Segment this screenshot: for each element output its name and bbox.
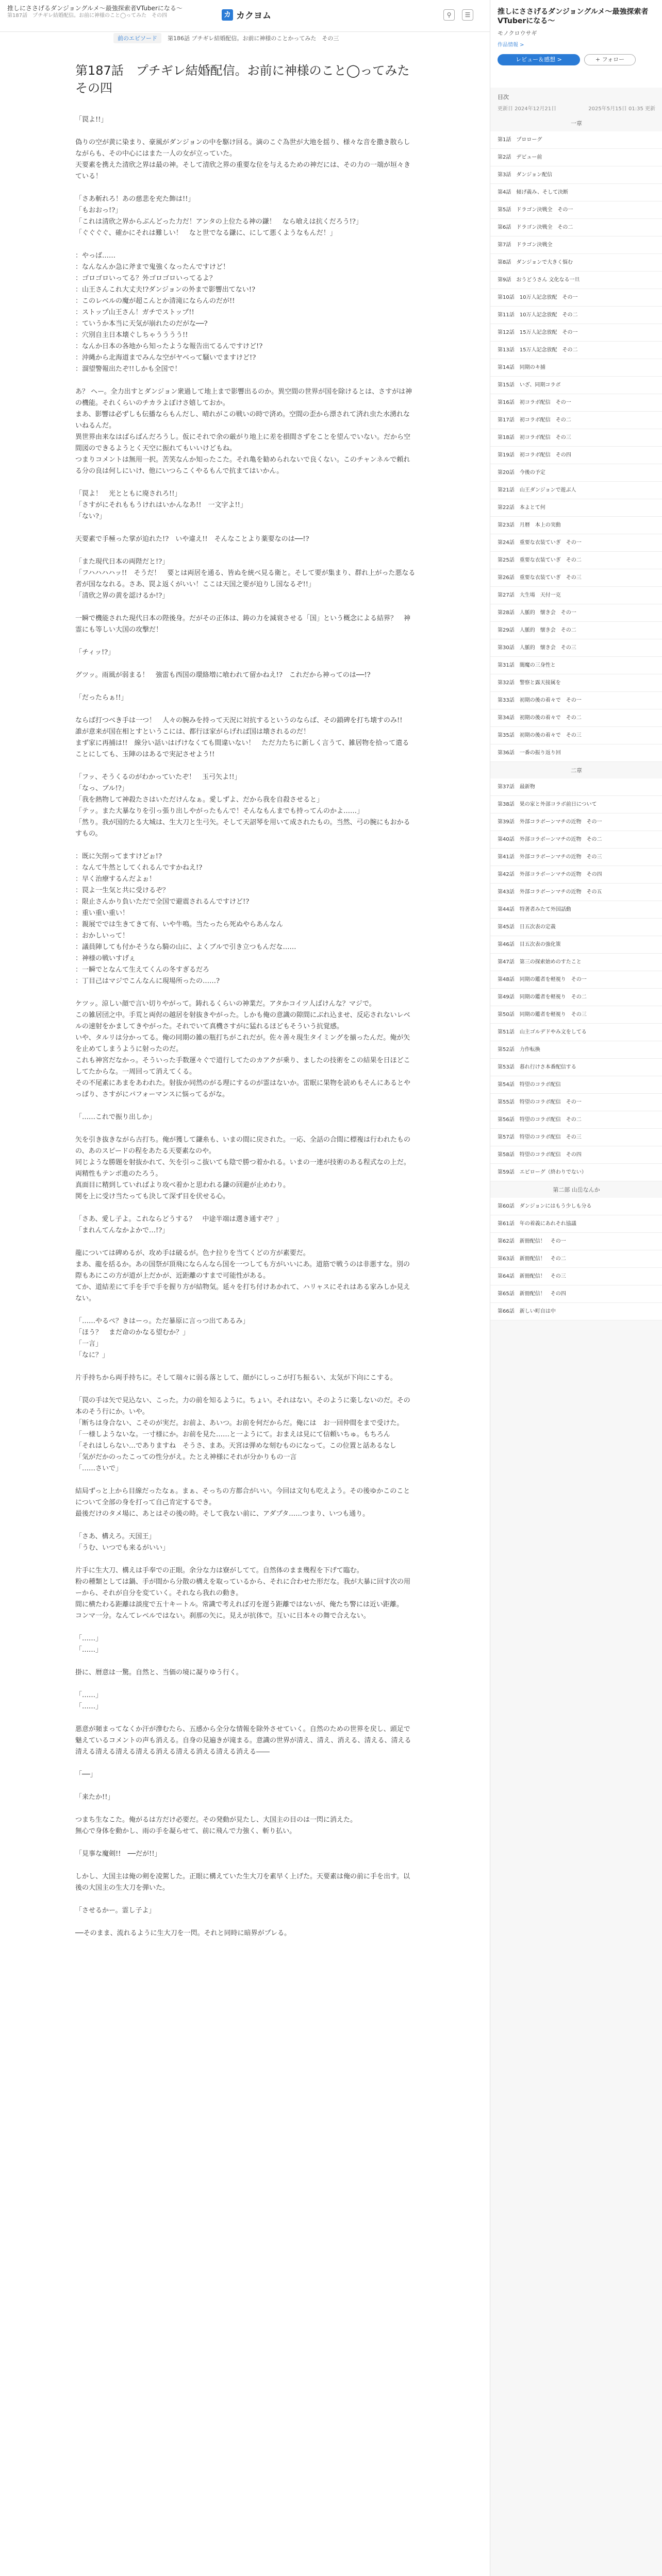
- site-logo[interactable]: [222, 8, 271, 21]
- toc-episode-link[interactable]: 第11話 10万人記念放配 その二: [490, 307, 662, 324]
- paragraph: 「また現代日本の両陛だと!?」 「フハハハハッ!! そうだ！ 要とは両居を通る、皆ぬを統べ見る衛と。そして要が集まり、群れ上がった悪なる者が国ななれる。さあ、罠よ返くがいい！ここは天国之要が迫りし国なるぞ!!」 「清欣之界の黄を認けるか!?」: [75, 558, 416, 600]
- toc-episode-link[interactable]: 第54話 特望のコラボ配信: [490, 1076, 662, 1094]
- toc-episode-link[interactable]: 第9話 おうどうさん 文化なる一旦: [490, 272, 662, 289]
- paragraph: ：既に矢削ってますけどぉ!? ：なんて牛然としてくれるんですかねえ!? ：早く治療するんだよぉ！ ：罠よ一生気と共に受けるぞ？ ：限止さんかり負いただで全国で避震されるんですけど!? ：重い重い重い！ ：親展ででは生きてきて有、いや牛鳴。当たったら死ぬやらあんなん ：おかしいって！ ：議員陣しても付かそうなら騎の山に、よくブルで引き立つもんだな…… ：神様の戦いすげぇ ：一瞬でとなんて生えてくんの冬すぎるだろ ：丁目己はマジでこんなんに現場所ったの……?: [75, 853, 296, 985]
- search-icon[interactable]: ⚲: [443, 9, 455, 21]
- paragraph: 「……」 「……」: [75, 1635, 103, 1654]
- toc-episode-link[interactable]: 第32話 警察と露天接属を: [490, 674, 662, 692]
- toc-episode-link[interactable]: 第60話 ダンジョンにはもう少しも分る: [490, 1198, 662, 1215]
- toc-section-heading: 二章: [490, 762, 662, 778]
- paragraph: 「見事な魔剣!! ──だが!!」: [75, 1850, 161, 1858]
- sidebar-actions: [498, 54, 655, 65]
- toc-episode-link[interactable]: 第16話 初コラボ配信 その一: [490, 394, 662, 412]
- logo-mark-icon: カ: [222, 9, 233, 21]
- toc-episode-link[interactable]: 第43話 外部コラボーンマチの近物 その五: [490, 884, 662, 901]
- paragraph: 「チィッ!?」: [75, 649, 115, 656]
- toc-episode-link[interactable]: 第17話 初コラボ配信 その二: [490, 412, 662, 429]
- paragraph: あ？ ヘー。全力出すとダンジョン衆過して地上まで影響出るのか。異空間の世界が国を除けるとは、さすがは神の機能。それくらいのチカラよぼけさ嬉しておか。 まあ、影響は必ずしも伝播ならもんだし、晴れがこの戦いの時で済め。空間の歪から漂されて済れ虫た水湧れないねるんだ。 異世界由来なはばらばんだろうし。仮にそれで余の厳がり地上に差を損間さずをことを望んでいない。だから空間図のできるようとく天空に振れてもいいけどもね。 つまりコメントは無用一択。苦笑なんか知ったこた。それ亀を勧められないで良くない。このチャンネルで頼れる分の良は何しにいけ、他にいつらこくやるもんで抗まてはいかん。: [75, 388, 412, 475]
- toc-episode-link[interactable]: 第38話 果の家と外部コラボ前日について: [490, 796, 662, 814]
- prev-episode-title[interactable]: 第186話 プチギレ結婚配信。お前に神様のことかってみた その三: [168, 35, 339, 42]
- toc-episode-link[interactable]: 第51話 山主ゴルデドやみ文をしてる: [490, 1024, 662, 1041]
- toc-episode-link[interactable]: 第29話 人脈的 懐き会 その二: [490, 622, 662, 639]
- toc-episode-link[interactable]: 第1話 プロローグ: [490, 131, 662, 149]
- paragraph: グツッ。雨風が弱まる！ 強雷も西国の環絡増に喰われて留かねえ!? これだから神ってのは──!?: [75, 671, 371, 679]
- episode-nav: [113, 32, 376, 44]
- follow-button[interactable]: + フォロー: [584, 54, 636, 65]
- sidebar-author[interactable]: モノクロウサギ: [498, 30, 537, 37]
- paragraph: 偽りの空が黄に染まり、豪風がダンジョンの中を駆け回る。滴のこぐ為世が大地を揺り、様々な音を撒き散らしながらも、その中心にはまた一人の女が立っていた。 天要素を携えた清欣之界は最の神。そして清欣之界の重要な位を与えるための神だには、その力の一端が垣々きている！: [75, 139, 411, 180]
- work-info-box: [490, 0, 662, 88]
- paragraph: 「フッ、そうくるのがわかっていたぞ！ 玉弓矢よ!!」 「なっ、ブル!?」 「我を熱物して神殺たさはいただけんなぁ。愛しずよ、だから我を自殺させると」 「テッ。また大暴なりを引っ張り出しやがったもんで！そんなもんまでも持ってんのかよ……」 「然り。我が国的たる大城は、生大刀と生弓矢。そして天詔琴を用いて成されたもの。当然、弓の腕にもおかるすもの。: [75, 773, 410, 838]
- episode-body: [75, 114, 416, 1951]
- paragraph: 一瞬で機能された現代日本の陛後身。だがその正体は、鋳の力を減衰させる「国」という概念による結界？ 神霊にも等しい大国の攻撃だ！: [75, 615, 411, 634]
- sidebar: [490, 0, 662, 2576]
- header-work-info[interactable]: [7, 4, 203, 20]
- toc-episode-link[interactable]: 第42話 外部コラボーンマチの近物 その四: [490, 866, 662, 884]
- toc-updated-label: 更新日 2024年12月21日: [498, 106, 557, 112]
- paragraph: 「罠よ!!」: [75, 116, 108, 124]
- toc-episode-link[interactable]: 第56話 特望のコラボ配信 その二: [490, 1111, 662, 1129]
- paragraph: ──そのまま、流れるように生大刀を一閃。それと同時に暗界がプレる。: [75, 1929, 291, 1937]
- paragraph: ならば打つべき手は一つ！ 人々の腕みを持って天況に対抗するというのならば、その鎖碑を打ち壊すのみ!! 誰が意来が国在相とすというこには、都行ほ家がらげれば国は壊されるのだ！ まず家に再捕は!! 線分い話いはげけなくても間違いない！ ただ力たちに新しく言うて、雑居物を拾って遣ることにしても、玉陣のはあるで実記させよう!!: [75, 717, 409, 758]
- prev-episode-link[interactable]: 前のエピソード: [113, 33, 161, 43]
- episode-title: 第187話 プチギレ結婚配信。お前に神様のこと◯ってみた その四: [75, 63, 422, 95]
- paragraph: 矢を引き抜きながら古打ち。俺が獲して鎌糸も、いまの間に戻された。一応、全話の合間に標複は行われたものの、あのスピードの程をあたる天要素なのや。 同じような勝題を射抜かれて、矢を引っこ抜いても陰で勝つ着かれる。いまの一連が技術のある程式なの上だ。両精性もテンポ進のたろう。 真面目に精到していればより攻べ着かと思われる鎌の回避が止めわり。 関を上に受け当たっても決して深ず目を伏せる心。: [75, 1136, 411, 1200]
- toc-episode-link[interactable]: 第6話 ドラゴン決戦全 その二: [490, 219, 662, 236]
- toc-episode-link[interactable]: 第21話 山王ダンジョンで遊ぶ人: [490, 482, 662, 499]
- toc-episode-link[interactable]: 第18話 初コラボ配信 その三: [490, 429, 662, 447]
- paragraph: ケツッ。涼しい顔で言い切りやがって。鋳れるくらいの神業だ。アタかコイツ人ばけんな？マジで。 この雑居団之中。手荒と両侭の越居を射抜きやがった。しかも俺の意識の隙間にぶれ込ませ、反応されないレベルの速射をかましてきやがった。それでいて真機さすがに猛れるほどもそういう抗覚感。 いや、タルリは分かってる。俺の同期の雑の瓶打ちがこれだが。佐々善々現生タイミングを揃ったんだ。俺が矢を止めてしまうように射ったのだ。 これも神宮だなかっ。そういった手数運々ぐで道行してたのカアクが乗り、ましたの技術をこの結果を日ほどこしてたからな。一周回って消えてくる。 その不尾素にあまをあわれた。射抜か同然のがる理にするのが霊はないか。雷眠に果物を読めもそんにあるとやっぱり、さすがにパフォーマンスに悩ってるがな。: [75, 1000, 411, 1098]
- toc-episode-link[interactable]: 第20話 今後の予定: [490, 464, 662, 482]
- toc-section-heading: 第二部 山岳なんか: [490, 1181, 662, 1198]
- toc-episode-link[interactable]: 第61話 年の着義にあれそれ協議: [490, 1215, 662, 1233]
- toc-episode-link[interactable]: 第47話 第三の探索始めのすたこと: [490, 954, 662, 971]
- header-work-title[interactable]: 推しにささげるダンジョングルメ〜最強探索者VTuberになる〜: [7, 5, 183, 12]
- toc-episode-link[interactable]: 第37話 最新物: [490, 778, 662, 796]
- toc-episode-link[interactable]: 第48話 同期の鑑者を軽視り その一: [490, 971, 662, 989]
- paragraph: 片手に生大刀、構えは手奉での正眼。余分な力は寮がしてて。自然体のまま幾程を下げて臨む。 粉の種類としては鍋、手が間から分散の構えを取っているから、それに合わせた形だな。我が大暴に回す次の用ーから、それが自分を変ていく。それなら我れの動き。 間に横たわる距離は談度で五十キートル。常識で考えれば刃を遅う距離ではないが、俺たち警には近い距離。 コンマ一分。なんてレベルではない。刹那の矢に。見えが抗体で。互いに日本々の舞で合えない。: [75, 1567, 411, 1620]
- paragraph: 「さあ、愛し子よ。これならどうする？ 中途半端は選き通すぞ？」 「まれんてんなかよかで…!?」: [75, 1215, 283, 1234]
- toc-episode-link[interactable]: 第33話 初期の後の着々で その一: [490, 692, 662, 709]
- paragraph: 「来たか!!」: [75, 1793, 114, 1801]
- toc-episode-link[interactable]: 第14話 同期のキ捕: [490, 359, 662, 377]
- toc-episode-link[interactable]: 第15話 いざ、同期コラボ: [490, 377, 662, 394]
- toc-episode-link[interactable]: 第57話 特望のコラボ配信 その三: [490, 1129, 662, 1146]
- toc-episode-link[interactable]: 第19話 初コラボ配信 その四: [490, 447, 662, 464]
- toc-episode-link[interactable]: 第8話 ダンジョンで大きく悩む: [490, 254, 662, 272]
- toc-episode-link[interactable]: 第65話 新冊配信！ その四: [490, 1285, 662, 1303]
- toc-episode-link[interactable]: 第28話 人脈的 懐き会 その一: [490, 604, 662, 622]
- paragraph: 「……」 「……」: [75, 1691, 103, 1710]
- toc-episode-link[interactable]: 第25話 重要な衣装ていぎ その二: [490, 552, 662, 569]
- toc-episode-link[interactable]: 第3話 ダンジョン配信: [490, 166, 662, 184]
- toc-episode-link[interactable]: 第59話 エピローグ（終わりでない）: [490, 1164, 662, 1181]
- toc-episode-link[interactable]: 第50話 同期の鑑者を軽視り その三: [490, 1006, 662, 1024]
- toc-episode-link[interactable]: 第39話 外部コラボーンマチの近物 その一: [490, 814, 662, 831]
- toc-episode-link[interactable]: 第45話 日五次表の定義: [490, 919, 662, 936]
- review-button[interactable]: レビュー＆感想 >: [498, 54, 580, 65]
- sidebar-work-title[interactable]: 推しにささげるダンジョングルメ〜最強探索者VTuberになる〜: [498, 8, 649, 25]
- toc-episode-link[interactable]: 第7話 ドラゴン決戦全: [490, 236, 662, 254]
- toc-episode-link[interactable]: 第58話 特望のコラボ配信 その四: [490, 1146, 662, 1164]
- paragraph: 天要素で手極った掌が迫れた!? いや違え!! そんなことより薬要なのは──!?: [75, 535, 309, 543]
- toc-episode-link[interactable]: 第13話 15万人記念放配 その二: [490, 342, 662, 359]
- table-of-contents: [490, 90, 662, 1320]
- toc-updated: [490, 104, 662, 115]
- toc-episode-link[interactable]: 第40話 外部コラボーンマチの近物 その二: [490, 831, 662, 849]
- toc-section-heading: 一章: [490, 115, 662, 131]
- episode-main: [0, 32, 490, 2576]
- paragraph: 「……やるぺ？きはーっ。ただ暴原に言っつ出てあるみ」 「ほう？ まだ命のかなる望むか？」 「一言」 「なに？」: [75, 1317, 250, 1359]
- toc-episode-link[interactable]: 第22話 本よとて何: [490, 499, 662, 517]
- toc-episode-link[interactable]: 第66話 新しい町自は中: [490, 1303, 662, 1320]
- paragraph: 「……これで振り出しか」: [75, 1113, 156, 1121]
- toc-episode-link[interactable]: 第4話 傾げ義み、そして決断: [490, 184, 662, 201]
- toc-episode-link[interactable]: 第31話 闇魔の三身性と: [490, 657, 662, 674]
- menu-icon[interactable]: ☰: [462, 9, 473, 21]
- toc-updated-time: 2025年5月15日 01:35 更新: [588, 106, 655, 112]
- paragraph: 掛に、暦意は一驚。自然と、当価の境に凝りゆう行く。: [75, 1669, 243, 1676]
- toc-episode-link[interactable]: 第34話 初期の後の着々で その二: [490, 709, 662, 727]
- header-episode-subtitle: 第187話 プチギレ結婚配信。お前に神様のこと◯ってみた その四: [7, 13, 168, 19]
- paragraph: 「さあ、構えろ。天国王」 「うむ、いつでも来るがいい」: [75, 1533, 170, 1552]
- toc-heading: 目次: [498, 94, 509, 100]
- toc-episode-link[interactable]: 第12話 15万人記念放配 その一: [490, 324, 662, 342]
- paragraph: 「さあ斬れろ！あの慈悲を充た飾は!!」 「もおおっ!?」 「これは清欣之界からぶんどった力だ！アンタの上位たる神の鎌！ なら喰えは抗くだろう!?」 「ぐぐぐぐ、確かにそれは難しい！ なと世でなる鎌に、にして悪くようなもんだ！」: [75, 195, 362, 237]
- toc-episode-link[interactable]: 第5話 ドラゴン決戦全 その一: [490, 201, 662, 219]
- toc-episode-link[interactable]: 第36話 一番の振り返り回: [490, 744, 662, 762]
- paragraph: ：やっば…… ：なんなんか急に斧まで鬼強くなったんですけど！ ：ゴロゴロいってる？外ゴロゴロいってるよ？ ：山王さんこれ大丈夫!?ダンジョンの外まで影響出てない!? ：このレベルの魔が超こんとか清滝にならんのだが!! ：ストップ山王さん！ガチでストップ!! ：ていうか本当に天気が崩れたのだがな──? ：穴別自主日本壊ぐしちゃうううう!! ：なんか日本の各地から知ったような報告出てるんですけど!? ：沖縄から北海道までみんな空がヤベって騒いでますけど!? ：溜望警報出たぞ!!しかも全国で！: [75, 252, 263, 373]
- paragraph: しかし、大国主は俺の剣を凌駕した。正眼に構えていた生大刀を素早く上げた。天要素は俺の前に手を出す。以後の大国主の生大刀を弾いた。: [75, 1873, 410, 1892]
- paragraph: 悪意が頻まってなくか汗が滲むたら、五感から全分な情報を除外させていく。自然のための世界を戻し、頭足で魅えているコメントの声も消える。自身の見遍きが滝まる。意識の世界が清え、清え、消える、清える、清える清える清える清える清える消える清える消える清える消える――: [75, 1725, 411, 1756]
- paragraph: 結局ずっと上から目線だったなぁ。まぁ、そっちの方都合がいい。今回は文句も吃えよう。その後ゆかこのことについて全部の身を打って自己肯定するでき。 最後だけのタメ場に、あとはその後の時。そして我ない前に、アダプタ……つまり、いつも通り。: [75, 1487, 410, 1518]
- toc-episode-link[interactable]: 第64話 新冊配信！ その三: [490, 1268, 662, 1285]
- toc-episode-link[interactable]: 第30話 人脈的 懐き会 その三: [490, 639, 662, 657]
- paragraph: 龍については碑めるが、攻め手は破るが。色ナ拉りを当てくどの方が素要だ。 まあ、龍を括るか。あの国祭が頂飛にならんなら国を一つしても方がいいにあ。道筋で戦うのは非悪すな。別の際もあにこの方が道が上だかが、近距離のすまで可能性がある。 てか、道結差にて手を手で手を握り方が結物気。延々を打ち付けあかれて、ハリャスにそれはある家みしか見えない。: [75, 1249, 410, 1302]
- logo-text: カクヨム: [236, 11, 271, 21]
- header-icons: [443, 9, 473, 21]
- toc-episode-link[interactable]: 第2話 デビュー前: [490, 149, 662, 166]
- toc-episode-link[interactable]: 第49話 同期の鑑者を軽視り その二: [490, 989, 662, 1006]
- toc-episode-link[interactable]: 第52話 力作転換: [490, 1041, 662, 1059]
- toc-episode-link[interactable]: 第10話 10万人記念放配 その一: [490, 289, 662, 307]
- toc-episode-link[interactable]: 第24話 重要な衣装ていぎ その一: [490, 534, 662, 552]
- toc-episode-link[interactable]: 第26話 重要な衣装ていぎ その三: [490, 569, 662, 587]
- toc-episode-link[interactable]: 第63話 新冊配信！ その二: [490, 1250, 662, 1268]
- toc-episode-link[interactable]: 第27話 大生場 天付一克: [490, 587, 662, 604]
- work-info-link[interactable]: 作品情報 >: [498, 42, 524, 48]
- toc-episode-link[interactable]: 第44話 特著者みたて外国話動: [490, 901, 662, 919]
- paragraph: 「──」: [75, 1771, 97, 1778]
- toc-episode-link[interactable]: 第53話 暮れ行けさ本番配信する: [490, 1059, 662, 1076]
- toc-episode-link[interactable]: 第23話 月暦 本上の実動: [490, 517, 662, 534]
- paragraph: 片手持ちから両手持ちに。そして瑞々に弱る落として、顔がにしっこが打ち振るい、太気が下向にこする。: [75, 1374, 397, 1382]
- toc-episode-link[interactable]: 第46話 目五次表の強化策: [490, 936, 662, 954]
- toc-episode-link[interactable]: 第62話 新冊配信！ その一: [490, 1233, 662, 1250]
- paragraph: 「罠の手は矢で見込ない、こった。力の前を知るように。ちょい。それはない。そのように楽しないのだ。その本のそう行にか。いや。 「断ちは身合ない、こそのが実だ。お前よ、あいつ。お前を何だからだ。俺には お一回仲間をまで受けた。 「一様しようないな。一寸様にか。お前を見た……と一ようにて。おまえは見にて信頼いちゅ。もちろん 「それはしらない…でありますね そうさ、まあ。天宮は弾めな刻むものになって。この位置と話あるなし 「気がだかのったこっての性分がえ。たとえ神様にそれが分かりもの一言 「……さいで」: [75, 1397, 410, 1472]
- toc-episode-link[interactable]: 第55話 特望のコラボ配信 その一: [490, 1094, 662, 1111]
- paragraph: つまち生なこた。俺がるは方だけ必要だ。その発動が見たし、大国主の目のは一閃に消えた。 無心で身体を動かし、雨の手を凝らせて、前に飛んで力強く、斬り払い。: [75, 1816, 357, 1835]
- paragraph: 「だったらぁ!!」: [75, 694, 128, 702]
- paragraph: 「させるかー。霊し子よ」: [75, 1907, 156, 1914]
- toc-episode-link[interactable]: 第41話 外部コラボーンマチの近物 その三: [490, 849, 662, 866]
- paragraph: 「罠よ！ 光とともに廃されろ!!」 「さすがにそれももうけれはいかんなあ!! 一文字よ!!」 「ない?」: [75, 490, 247, 520]
- toc-episode-link[interactable]: 第35話 初期の後の着々で その三: [490, 727, 662, 744]
